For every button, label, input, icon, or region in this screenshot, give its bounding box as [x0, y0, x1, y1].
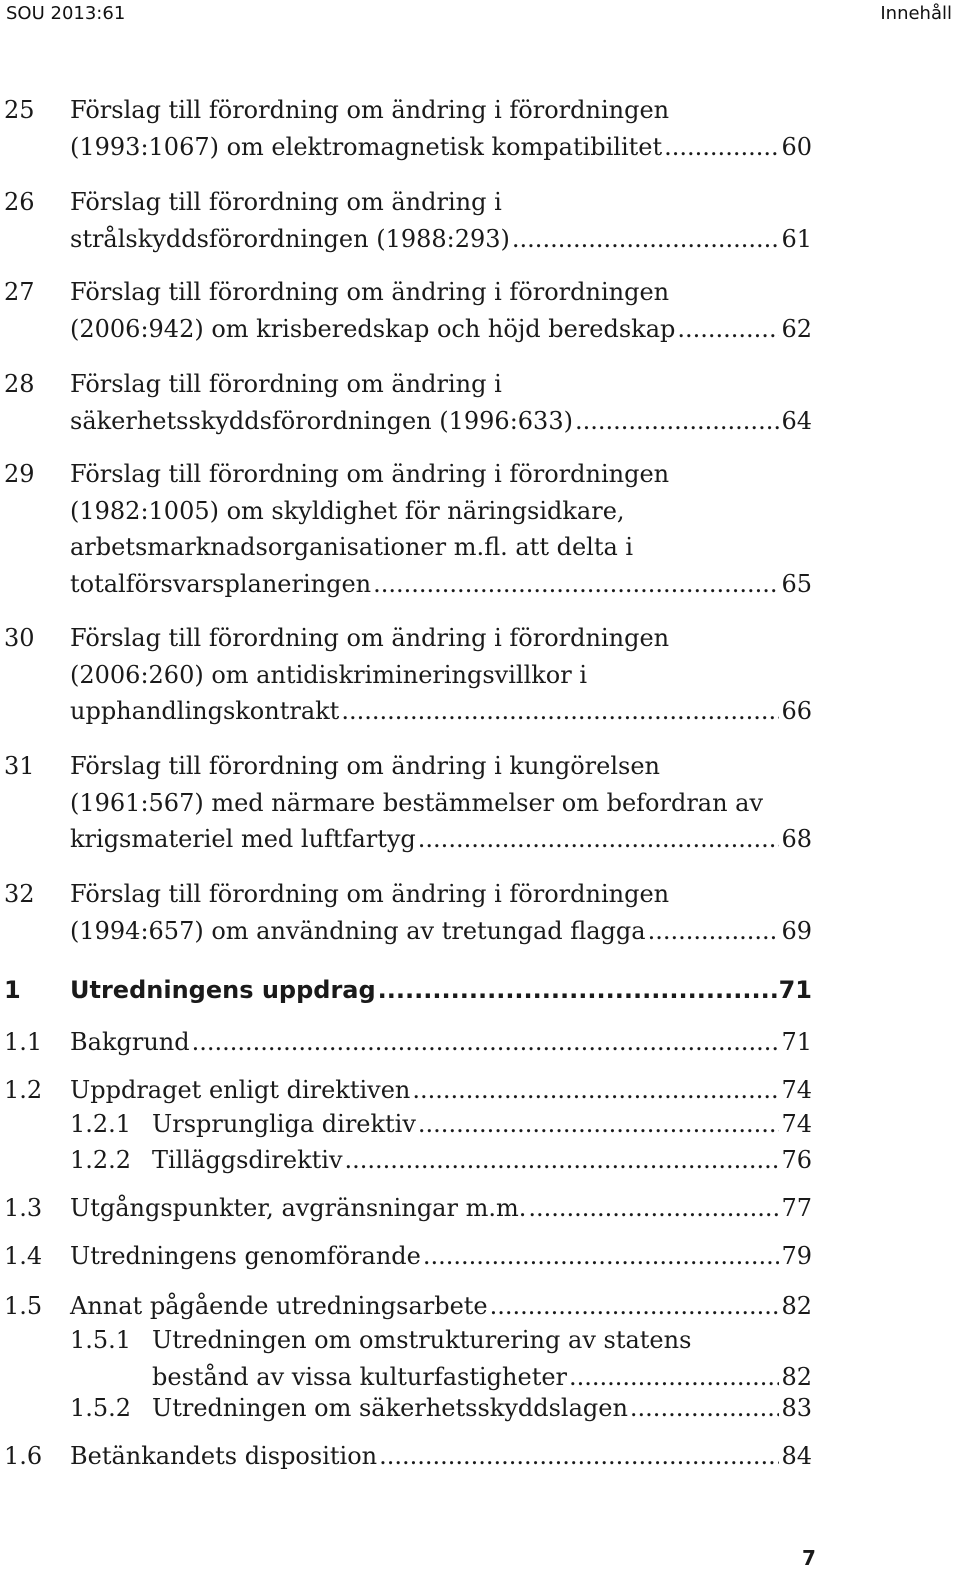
- toc-entry-title-line: Förslag till förordning om ändring i: [70, 188, 502, 216]
- toc-entry-page: 68: [781, 825, 812, 853]
- toc-entry-title-line: Bakgrund: [70, 1028, 190, 1056]
- toc-entry-title-line: (1961:567) med närmare bestämmelser om befordran av: [70, 788, 764, 817]
- toc-entry-number: 1.6: [4, 1442, 43, 1470]
- toc-entry-number: 30: [4, 624, 35, 652]
- toc-entry-last-line: [70, 1072, 812, 1109]
- toc-entry-title: [70, 184, 812, 257]
- toc-entry-title-line: Förslag till förordning om ändring i förordningen: [70, 880, 670, 908]
- toc-entry-page: 69: [781, 916, 812, 945]
- toc-entry-title-line: strålskyddsförordningen (1988:293): [70, 224, 510, 253]
- dot-leader: [664, 129, 779, 166]
- toc-entry-title-line: Utgångspunkter, avgränsningar m.m.: [70, 1194, 527, 1222]
- toc-entry-title: [70, 274, 812, 347]
- toc-entry-number: 32: [4, 880, 35, 908]
- toc-entry-title-line: (1993:1067) om elektromagnetisk kompatibilitet: [70, 132, 663, 161]
- toc-entry-last-line: [70, 1238, 812, 1275]
- toc-entry-title: [70, 1072, 812, 1109]
- toc-entry-title-line: säkerhetsskyddsförordningen (1996:633): [70, 406, 573, 435]
- toc-entry-page: 76: [781, 1146, 812, 1174]
- toc-entry-title: [70, 1438, 812, 1475]
- toc-entry-title: [70, 92, 812, 165]
- toc-entry-title-line: Annat pågående utredningsarbete: [70, 1292, 488, 1320]
- toc-entry-title-line: arbetsmarknadsorganisationer m.fl. att delta i: [70, 533, 634, 561]
- page-header: [6, 3, 952, 29]
- toc-entry-last-line: [152, 1142, 812, 1179]
- dot-leader: [630, 1390, 780, 1427]
- toc-entry-number: 1.5: [4, 1292, 43, 1320]
- toc-entry-last-line: [70, 693, 812, 730]
- toc-entry-page: 61: [781, 224, 812, 253]
- toc-entry-number: 1.3: [4, 1194, 43, 1222]
- toc-entry-title-line: (2006:260) om antidiskrimineringsvillkor i: [70, 660, 588, 689]
- dot-leader: [423, 1238, 780, 1275]
- toc-entry-title-line: Utredningen om säkerhetsskyddslagen: [152, 1394, 628, 1422]
- dot-leader: [648, 913, 780, 950]
- toc-entry-number: 31: [4, 752, 35, 780]
- toc-entry-page: 84: [781, 1442, 812, 1470]
- dot-leader: [575, 403, 779, 440]
- toc-entry-number: 27: [4, 278, 35, 306]
- toc-entry-title-line: Utredningens genomförande: [70, 1242, 421, 1270]
- toc-entry-title-line: Förslag till förordning om ändring i förordningen: [70, 96, 670, 124]
- dot-leader: [379, 1438, 779, 1475]
- toc-entry-page: 64: [781, 406, 812, 435]
- toc-entry-title: [70, 972, 812, 1009]
- dot-leader: [512, 221, 780, 258]
- dot-leader: [378, 972, 777, 1009]
- dot-leader: [418, 821, 780, 858]
- toc-entry-title: [70, 748, 812, 858]
- toc-entry-title-line: Förslag till förordning om ändring i förordningen: [70, 278, 670, 306]
- toc-entry-title-line: krigsmateriel med luftfartyg: [70, 825, 416, 853]
- toc-entry-title: [70, 876, 812, 949]
- toc-entry-title: [152, 1106, 812, 1143]
- dot-leader: [677, 311, 779, 348]
- toc-entry-number: 1.5.2: [70, 1394, 132, 1422]
- toc-entry-title: [152, 1322, 812, 1395]
- toc-entry-last-line: [70, 1288, 812, 1325]
- toc-entry-page: 65: [781, 569, 812, 598]
- report-id: SOU 2013:61: [6, 3, 126, 24]
- toc-entry-title-line: upphandlingskontrakt: [70, 697, 340, 725]
- dot-leader: [490, 1288, 780, 1325]
- toc-entry-last-line: [70, 1024, 812, 1061]
- toc-entry-title-line: Utredningen om omstrukturering av statens: [152, 1326, 692, 1354]
- dot-leader: [418, 1106, 780, 1143]
- toc-entry-page: 82: [781, 1362, 812, 1391]
- toc-entry-page: 74: [781, 1076, 812, 1104]
- toc-entry-title-line: Tilläggsdirektiv: [152, 1146, 343, 1174]
- toc-entry-number: 1.2.2: [70, 1146, 132, 1174]
- toc-entry-number: 1.1: [4, 1028, 43, 1056]
- toc-entry-title: [152, 1390, 812, 1427]
- dot-leader: [528, 1190, 779, 1227]
- toc-entry-page: 71: [781, 1028, 812, 1056]
- toc-entry-title-line: bestånd av vissa kulturfastigheter: [152, 1362, 568, 1391]
- page-number: 7: [802, 1546, 816, 1570]
- toc-entry-title-line: (2006:942) om krisberedskap och höjd beredskap: [70, 314, 676, 343]
- toc-entry-last-line: [70, 221, 812, 258]
- toc-entry-title: [70, 1024, 812, 1061]
- toc-entry-title-line: Utredningens uppdrag: [70, 976, 376, 1004]
- dot-leader: [345, 1142, 780, 1179]
- toc-entry-title: [70, 620, 812, 730]
- toc-entry-title-line: (1982:1005) om skyldighet för näringsidkare,: [70, 496, 625, 525]
- toc-entry-number: 25: [4, 96, 35, 124]
- toc-entry-title: [152, 1142, 812, 1179]
- toc-entry-title: [70, 1238, 812, 1275]
- toc-entry-page: 66: [781, 697, 812, 725]
- dot-leader: [412, 1072, 779, 1109]
- toc-entry-page: 82: [781, 1292, 812, 1320]
- toc-entry-title: [70, 366, 812, 439]
- toc-entry-page: 62: [781, 314, 812, 343]
- toc-entry-last-line: [152, 1390, 812, 1427]
- toc-entry-page: 79: [781, 1242, 812, 1270]
- toc-entry-number: 1: [4, 976, 21, 1004]
- toc-entry-last-line: [70, 1438, 812, 1475]
- section-label: Innehåll: [880, 3, 952, 24]
- toc-entry-page: 74: [781, 1110, 812, 1138]
- toc-entry-last-line: [70, 1190, 812, 1227]
- toc-entry-page: 71: [778, 976, 812, 1004]
- dot-leader: [341, 693, 779, 730]
- toc-entry-number: 1.2: [4, 1076, 43, 1104]
- toc-entry-title-line: Förslag till förordning om ändring i kungörelsen: [70, 752, 660, 780]
- toc-entry-number: 28: [4, 370, 35, 398]
- toc-entry-title-line: Förslag till förordning om ändring i förordningen: [70, 460, 670, 488]
- toc-entry-title-line: Förslag till förordning om ändring i förordningen: [70, 624, 670, 652]
- toc-entry-number: 1.4: [4, 1242, 43, 1270]
- toc-entry-title-line: Uppdraget enligt direktiven: [70, 1076, 411, 1104]
- toc-entry-last-line: [152, 1106, 812, 1143]
- toc-entry-number: 29: [4, 460, 35, 488]
- toc-entry-title-line: totalförsvarsplaneringen: [70, 569, 372, 598]
- toc-entry-last-line: [70, 403, 812, 440]
- toc-entry-title-line: Ursprungliga direktiv: [152, 1110, 416, 1138]
- dot-leader: [192, 1024, 780, 1061]
- toc-entry-title: [70, 1190, 812, 1227]
- toc-entry-last-line: [70, 311, 812, 348]
- toc-entry-page: 60: [781, 132, 812, 161]
- toc-entry-title-line: Betänkandets disposition: [70, 1442, 378, 1470]
- toc-entry-title: [70, 456, 812, 602]
- toc-entry-last-line: [70, 821, 812, 858]
- toc-entry-title-line: Förslag till förordning om ändring i: [70, 370, 502, 398]
- dot-leader: [373, 566, 779, 603]
- toc-entry-last-line: [70, 972, 812, 1009]
- toc-entry-number: 26: [4, 188, 35, 216]
- toc-entry-number: 1.2.1: [70, 1110, 132, 1138]
- toc-entry-last-line: [70, 566, 812, 603]
- toc-entry-number: 1.5.1: [70, 1326, 132, 1354]
- toc-entry-page: 77: [781, 1194, 812, 1222]
- toc-entry-last-line: [70, 129, 812, 166]
- toc-entry-page: 83: [781, 1394, 812, 1422]
- toc-entry-title: [70, 1288, 812, 1325]
- toc-entry-last-line: [70, 913, 812, 950]
- toc-entry-title-line: (1994:657) om användning av tretungad flagga: [70, 916, 646, 945]
